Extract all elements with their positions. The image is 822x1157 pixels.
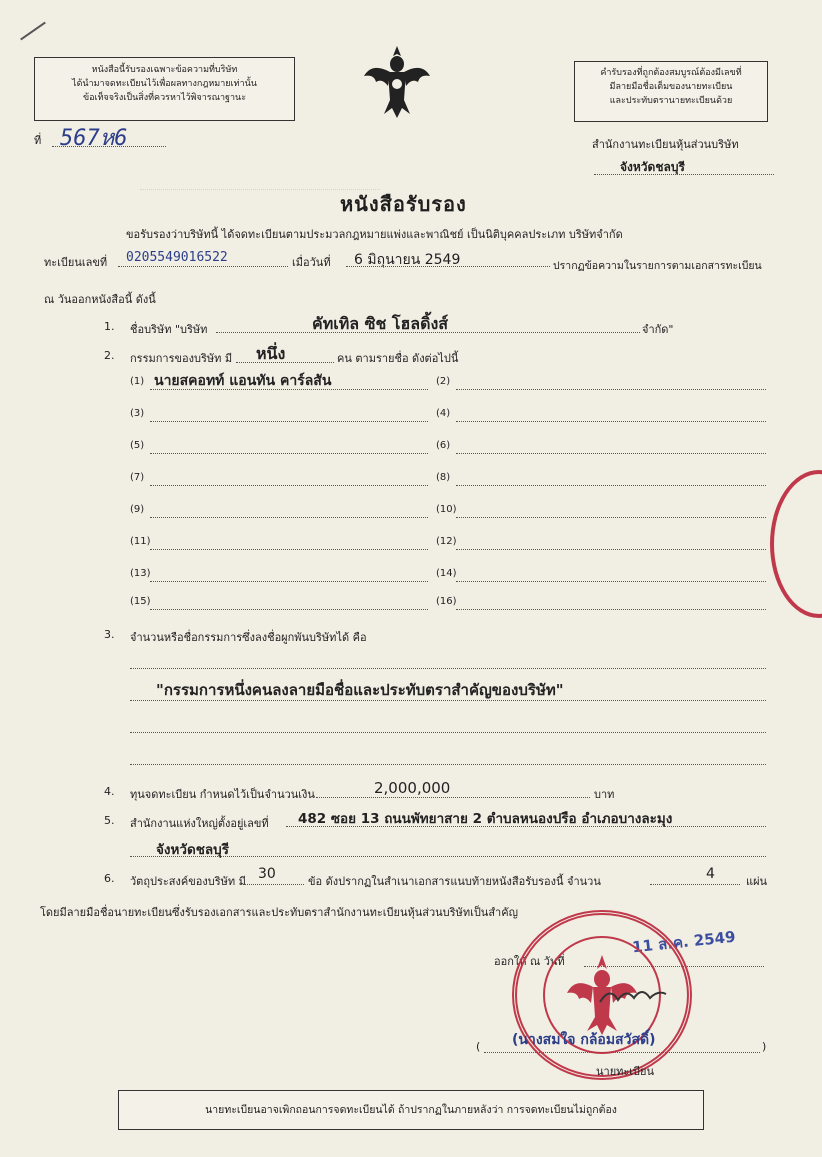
registration-number: 0205549016522: [126, 250, 228, 265]
capital-line: [316, 797, 590, 798]
item-3-number: 3.: [104, 628, 115, 641]
intro-text: ขอรับรองว่าบริษัทนี้ ได้จดทะเบียนตามประมวลกฎหมายแพ่งและพาณิชย์ เป็นนิติบุคคลประเภท บริษัทจำกัด: [126, 228, 623, 241]
director-name: นายสคอทท์ แอนทัน คาร์ลสัน: [154, 373, 332, 389]
disclaimer-line-1: หนังสือนี้รับรองเฉพาะข้อความที่บริษัท: [91, 65, 238, 75]
director-line: [150, 517, 428, 518]
footer-notice-box: [118, 1090, 704, 1130]
doc-number-value: 567ห6: [60, 126, 128, 151]
director-line: [456, 389, 766, 390]
director-number: (11): [130, 536, 151, 547]
validity-line-1: คำรับรองที่ถูกต้องสมบูรณ์ต้องมีเลขที่: [600, 68, 742, 78]
authority-line-3: [130, 732, 766, 733]
director-number: (12): [436, 536, 457, 547]
company-name: คัทเทิล ซิช โฮลดิ้งส์: [312, 314, 449, 333]
office-name: สำนักงานทะเบียนหุ้นส่วนบริษัท: [592, 138, 739, 151]
director-line: [150, 453, 428, 454]
director-line: [150, 609, 428, 610]
director-line: [456, 485, 766, 486]
issued-label: ออกให้ ณ วันที่: [494, 955, 565, 968]
item-6-label: วัตถุประสงค์ของบริษัท มี: [130, 875, 246, 888]
address-line-1: [286, 826, 766, 827]
item-2-label: กรรมการของบริษัท มี: [130, 352, 233, 365]
director-line: [456, 517, 766, 518]
issued-date-stamp: 11 ส.ค. 2549: [631, 927, 737, 957]
authority-line-4: [130, 764, 766, 765]
director-number: (8): [436, 472, 451, 483]
item-4-number: 4.: [104, 785, 115, 798]
director-line: [150, 549, 428, 550]
office-province: จังหวัดชลบุรี: [620, 160, 685, 174]
item-1-number: 1.: [104, 320, 115, 333]
validity-box: [574, 61, 768, 122]
registered-capital: 2,000,000: [374, 779, 451, 797]
doc-number-line: [52, 146, 166, 147]
registration-number-label: ทะเบียนเลขที่: [44, 256, 108, 269]
registrar-role: นายทะเบียน: [596, 1065, 655, 1078]
item-4-suffix: บาท: [594, 788, 615, 801]
director-number: (15): [130, 596, 151, 607]
director-count: หนึ่ง: [256, 344, 286, 363]
authority-line-1: [130, 668, 766, 669]
registration-tail: ปรากฏข้อความในรายการตามเอกสารทะเบียน: [553, 260, 762, 272]
authority-line-2: [130, 700, 766, 701]
director-number: (13): [130, 568, 151, 579]
item-5-label: สำนักงานแห่งใหญ่ตั้งอยู่เลขที่: [130, 817, 269, 830]
closing-statement: โดยมีลายมือชื่อนายทะเบียนซึ่งรับรองเอกสารและประทับตราสำนักงานทะเบียนหุ้นส่วนบริษัทเป็นสำคัญ: [40, 906, 518, 919]
objectives-count-line: [240, 884, 304, 885]
director-number: (1): [130, 376, 145, 387]
item-5-number: 5.: [104, 814, 115, 827]
faded-bleed-text: [140, 175, 380, 190]
director-count-line: [236, 362, 334, 363]
pen-mark: [20, 22, 46, 41]
footer-notice: นายทะเบียนอาจเพิกถอนการจดทะเบียนได้ ถ้าปรากฏในภายหลังว่า การจดทะเบียนไม่ถูกต้อง: [205, 1104, 617, 1116]
director-number: (7): [130, 472, 145, 483]
office-address-line-2: จังหวัดชลบุรี: [156, 842, 230, 858]
director-number: (9): [130, 504, 145, 515]
company-name-line: [216, 332, 640, 333]
director-line: [150, 421, 428, 422]
disclaimer-line-3: ข้อเท็จจริงเป็นสิ่งที่ควรหาไว้พิจารณาฐานะ: [82, 93, 247, 103]
registrar-close-paren: ): [762, 1040, 767, 1053]
office-address-line-1: 482 ซอย 13 ถนนพัทยาสาย 2 ตำบลหนองปรือ อำเภอบางละมุง: [298, 811, 673, 827]
garuda-emblem-icon: [362, 42, 432, 122]
registrar-open-paren: (: [476, 1040, 481, 1053]
item-1-label: ชื่อบริษัท "บริษัท: [130, 323, 208, 336]
signature-mark: [598, 984, 668, 1008]
registration-date-label: เมื่อวันที่: [292, 256, 331, 269]
validity-line-2: มีลายมือชื่อเต็มของนายทะเบียน: [609, 82, 733, 92]
director-number: (6): [436, 440, 451, 451]
director-number: (2): [436, 376, 451, 387]
registration-number-line: [118, 266, 288, 267]
signing-authority: "กรรมการหนึ่งคนลงลายมือชื่อและประทับตราสำคัญของบริษัท": [156, 681, 564, 699]
as-of-text: ณ วันออกหนังสือนี้ ดังนี้: [44, 293, 156, 306]
director-number: (5): [130, 440, 145, 451]
doc-number-label: ที่: [34, 134, 42, 147]
director-line: [456, 581, 766, 582]
item-6-middle: ข้อ ดังปรากฏในสำเนาเอกสารแนบท้ายหนังสือรับรองนี้ จำนวน: [308, 875, 601, 888]
item-1-suffix: จำกัด": [642, 323, 674, 336]
address-line-2: [130, 856, 766, 857]
registration-date: 6 มิถุนายน 2549: [354, 252, 461, 268]
item-6-suffix: แผ่น: [746, 875, 768, 888]
page-title: หนังสือรับรอง: [340, 192, 467, 216]
item-2-suffix: คน ตามรายชื่อ ดังต่อไปนี้: [337, 352, 459, 365]
item-3-label: จำนวนหรือชื่อกรรมการซึ่งลงชื่อผูกพันบริษัทได้ คือ: [130, 631, 367, 644]
office-province-line: [594, 174, 774, 175]
director-number: (14): [436, 568, 457, 579]
registrar-name: (นางสมใจ กล้อมสวัสดิ์): [512, 1032, 656, 1048]
edge-seal-icon: [770, 470, 822, 618]
director-number: (16): [436, 596, 457, 607]
director-number: (10): [436, 504, 457, 515]
registrar-name-line: [484, 1052, 760, 1053]
item-6-number: 6.: [104, 872, 115, 885]
attachment-pages: 4: [706, 866, 715, 882]
director-line: [150, 581, 428, 582]
disclaimer-box: [34, 57, 295, 121]
director-number: (3): [130, 408, 145, 419]
director-number: (4): [436, 408, 451, 419]
registration-date-line: [346, 266, 550, 267]
director-line: [456, 549, 766, 550]
director-line: [150, 485, 428, 486]
director-line: [456, 609, 766, 610]
pages-count-line: [650, 884, 740, 885]
director-line: [456, 453, 766, 454]
item-4-label: ทุนจดทะเบียน กำหนดไว้เป็นจำนวนเงิน: [130, 788, 315, 801]
item-2-number: 2.: [104, 349, 115, 362]
objectives-count: 30: [258, 866, 276, 882]
director-line: [456, 421, 766, 422]
validity-line-3: และประทับตรานายทะเบียนด้วย: [609, 96, 733, 106]
disclaimer-line-2: ได้นำมาจดทะเบียนไว้เพื่อผลทางกฎหมายเท่านั้น: [72, 79, 257, 89]
